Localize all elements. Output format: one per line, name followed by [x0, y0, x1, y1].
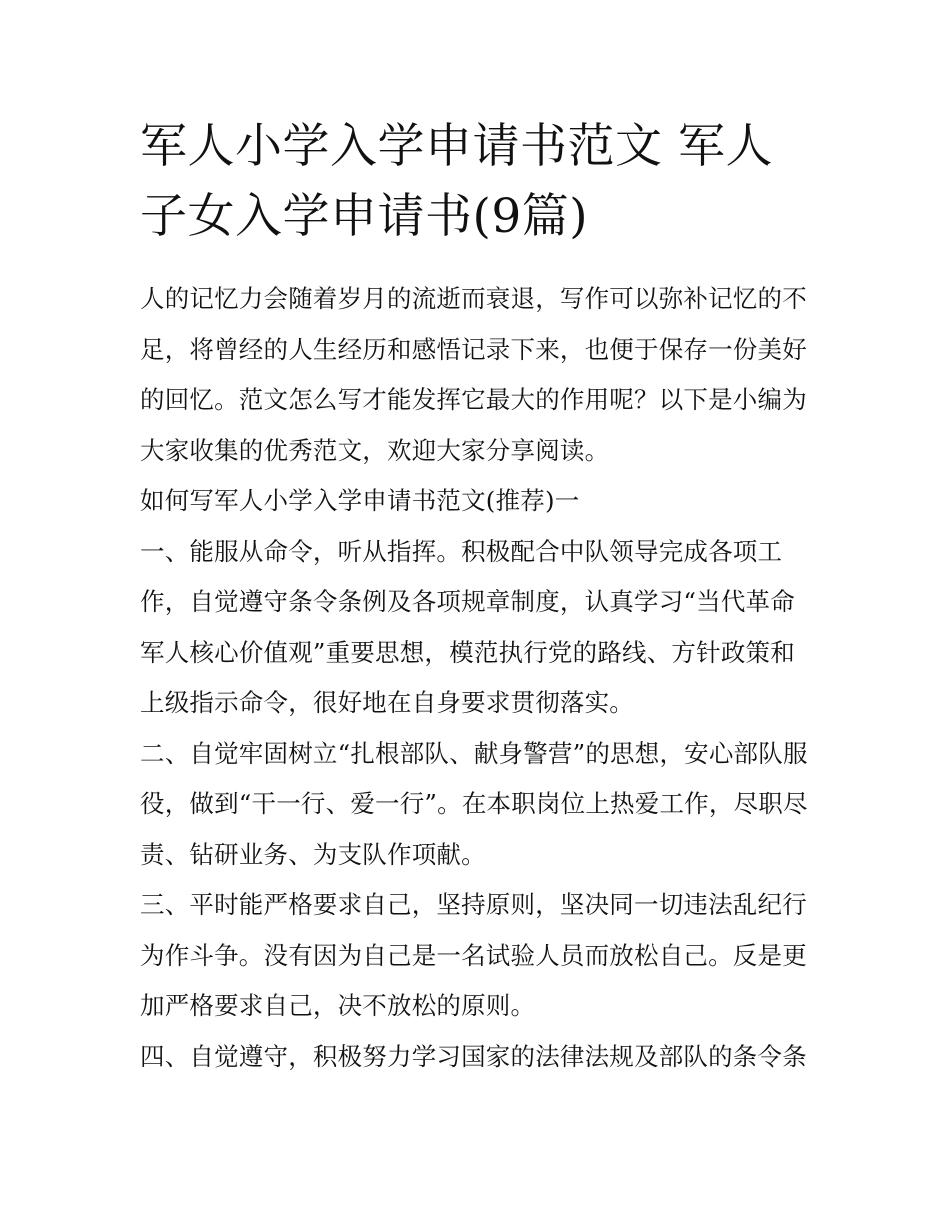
paragraph-item-2: 二、自觉牢固树立“扎根部队、献身警营”的思想，安心部队服役，做到“干一行、爱一行”。在本职岗位上热爱工作，尽职尽责、钻研业务、为支队作项献。: [140, 738, 808, 869]
paragraph-item-4: 四、自觉遵守，积极努力学习国家的法律法规及部队的条令条: [140, 1041, 807, 1071]
intro-paragraph: 人的记忆力会随着岁月的流逝而衰退，写作可以弥补记忆的不足，将曾经的人生经历和感悟记录下来，也便于保存一份美好的回忆。范文怎么写才能发挥它最大的作用呢？以下是小编为大家收集的优秀范文，欢迎大家分享阅读。: [140, 284, 807, 465]
title-spacer: [140, 252, 812, 274]
document-title: 军人小学入学申请书范文 军人子女入学申请书(9篇): [140, 119, 773, 244]
section-heading: 如何写军人小学入学申请书范文(推荐)一: [140, 486, 580, 515]
paragraph-item-3: 三、平时能严格要求自己，坚持原则，坚决同一切违法乱纪行为作斗争。没有因为自己是一名试验人员而放松自己。反是更加严格要求自己，决不放松的原则。: [140, 890, 807, 1020]
document-body: [140, 112, 812, 1082]
paragraph-item-1: 一、能服从命令，听从指挥。积极配合中队领导完成各项工作，自觉遵守条令条例及各项规章制度，认真学习“当代革命军人核心价值观”重要思想，模范执行党的路线、方针政策和上级指示命令，很好地在自身要求贯彻落实。: [140, 536, 795, 717]
